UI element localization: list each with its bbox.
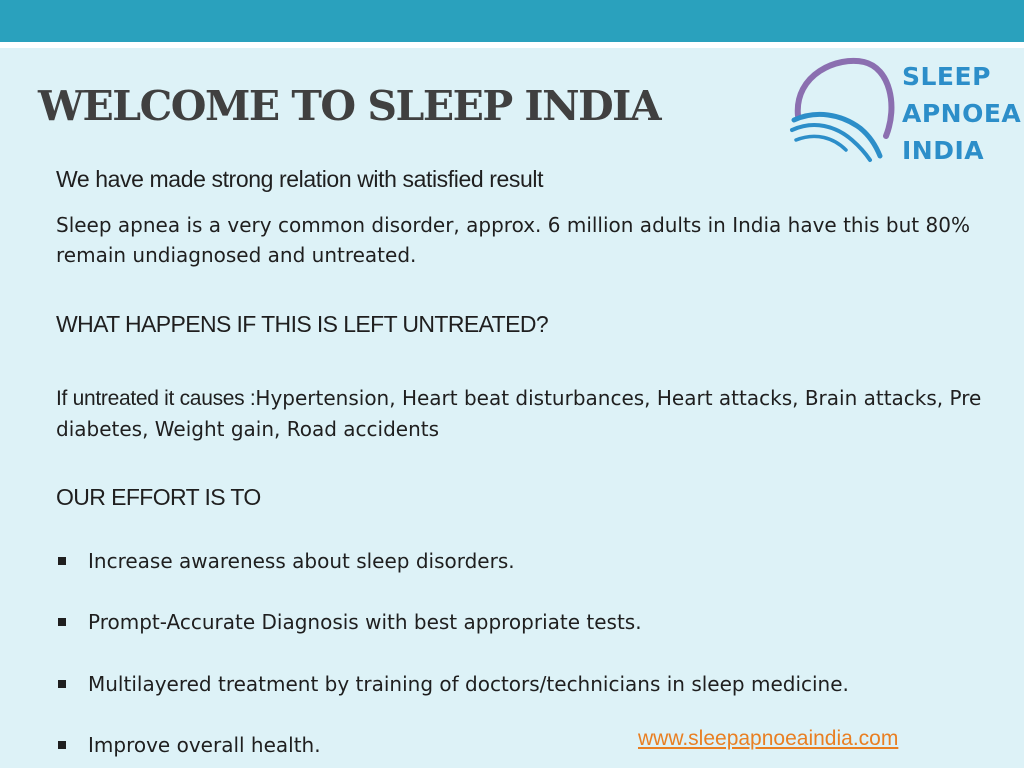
logo-text [902,58,1021,169]
website-link[interactable]: www.sleepapnoeaindia.com [638,727,899,750]
causes-lead: If untreated it causes : [56,387,256,410]
causes-paragraph [56,383,1006,444]
subheading: We have made strong relation with satisfied result [56,166,544,192]
page-title: WELCOME TO SLEEP INDIA [38,82,661,130]
bullet-square-icon [58,680,66,688]
intro-paragraph: Sleep apnea is a very common disorder, approx. 6 million adults in India have this but 80% remain undiagnosed and untreated. [56,213,970,267]
list-item-text: Prompt-Accurate Diagnosis with best appropriate tests. [88,610,642,634]
bullet-square-icon [58,557,66,565]
top-bar [0,0,1024,42]
logo-line-3: INDIA [902,136,985,165]
list-item-text: Increase awareness about sleep disorders. [88,549,515,573]
logo-line-1: SLEEP [902,62,991,91]
causes-text: Hypertension, Heart beat disturbances, Heart attacks, Brain attacks, Pre diabetes, Weight gain, Road accidents [56,386,982,441]
untreated-heading: WHAT HAPPENS IF THIS IS LEFT UNTREATED? [56,311,549,337]
list-item-text: Improve overall health. [88,733,321,757]
effort-heading: OUR EFFORT IS TO [56,484,261,510]
logo-wave-3 [796,136,846,150]
bullet-square-icon [58,618,66,626]
logo-wave-2 [792,125,870,160]
list-item-text: Multilayered treatment by training of doctors/technicians in sleep medicine. [88,672,849,696]
logo-line-2: APNOEA [902,99,1022,128]
bullet-square-icon [58,741,66,749]
